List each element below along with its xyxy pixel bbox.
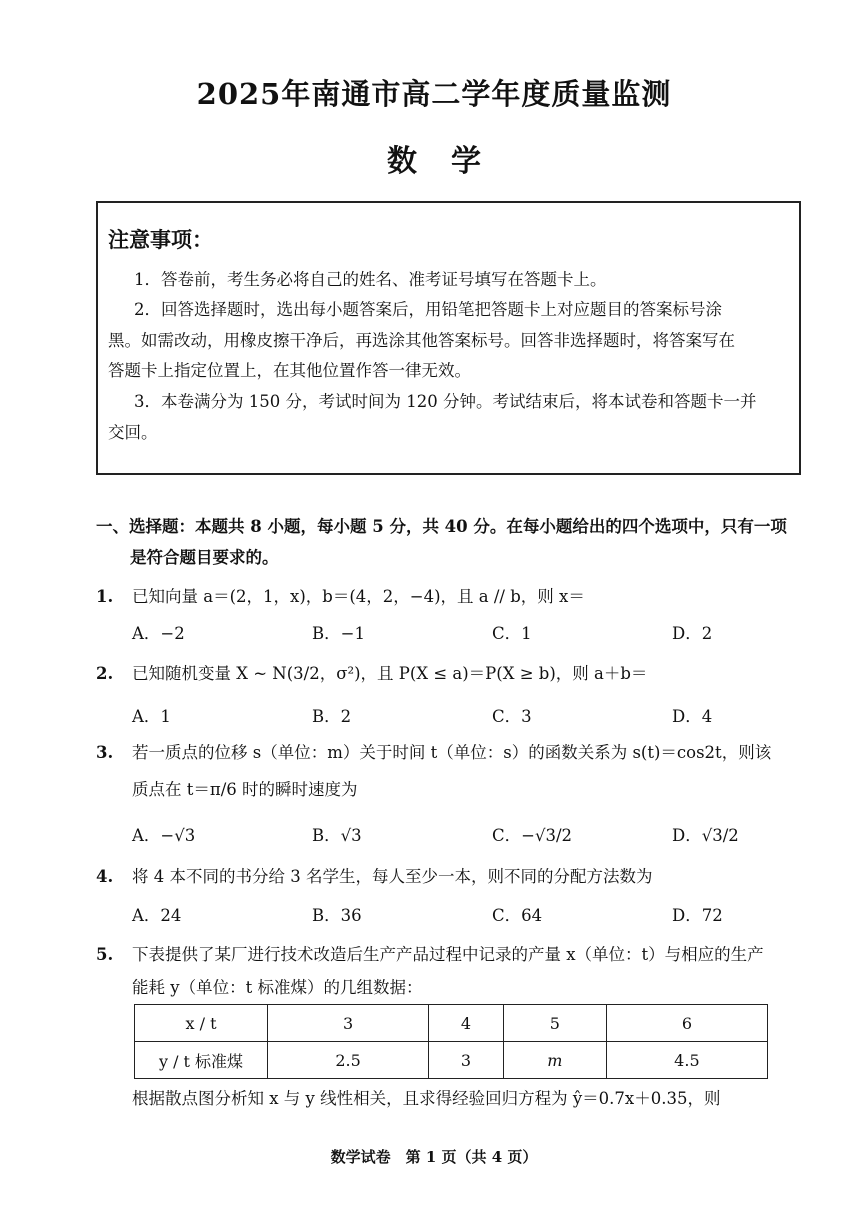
q3-option-a: A．−√3 xyxy=(132,826,196,845)
q3-stem-line1: 若一质点的位移 s（单位：m）关于时间 t（单位：s）的函数关系为 s(t)＝cos2t，则该 xyxy=(132,743,772,762)
table-cell: 6 xyxy=(606,1005,767,1042)
q1-option-d: D．2 xyxy=(672,624,713,643)
q4-stem: 将 4 本不同的书分给 3 名学生，每人至少一本，则不同的分配方法数为 xyxy=(132,867,653,886)
notice-item-3-line2: 交回。 xyxy=(108,423,158,442)
q1-stem: 已知向量 a＝(2，1，x)，b＝(4，2，−4)，且 a // b，则 x＝ xyxy=(132,587,585,606)
table-cell: m xyxy=(503,1042,606,1079)
q1-number: 1. xyxy=(96,587,114,606)
table-cell: 3 xyxy=(429,1042,504,1079)
q5-stem-line2: 能耗 y（单位：t 标准煤）的几组数据： xyxy=(132,978,423,997)
q3-number: 3. xyxy=(96,743,114,762)
q4-option-c: C．64 xyxy=(492,906,543,925)
notice-item-2-line2: 黑。如需改动，用橡皮擦干净后，再选涂其他答案标号。回答非选择题时，将答案写在 xyxy=(108,331,735,350)
q4-option-d: D．72 xyxy=(672,906,723,925)
section-heading-line1: 一、选择题：本题共 8 小题，每小题 5 分，共 40 分。在每小题给出的四个选项中，只有一项 xyxy=(96,517,787,536)
notice-item-3-line1: 3．本卷满分为 150 分，考试时间为 120 分钟。考试结束后，将本试卷和答题卡一并 xyxy=(134,392,757,411)
table-cell: 2.5 xyxy=(268,1042,429,1079)
q1-option-c: C．1 xyxy=(492,624,532,643)
q5-after-table: 根据散点图分析知 x 与 y 线性相关，且求得经验回归方程为 ŷ＝0.7x＋0.35，则 xyxy=(132,1089,721,1108)
q4-option-a: A．24 xyxy=(132,906,182,925)
q5-stem-line1: 下表提供了某厂进行技术改造后生产产品过程中记录的产量 x（单位：t）与相应的生产 xyxy=(132,945,764,964)
subject-title: 数学 xyxy=(387,144,515,179)
table-row xyxy=(135,1042,768,1079)
exam-title: 2025年南通市高二学年度质量监测 xyxy=(196,77,672,111)
q2-option-c: C．3 xyxy=(492,707,532,726)
q2-option-b: B．2 xyxy=(312,707,352,726)
q4-number: 4. xyxy=(96,867,114,886)
table-cell: 4.5 xyxy=(606,1042,767,1079)
q3-option-b: B．√3 xyxy=(312,826,362,845)
q2-option-d: D．4 xyxy=(672,707,713,726)
data-table xyxy=(134,1004,768,1079)
notice-item-2-line1: 2．回答选择题时，选出每小题答案后，用铅笔把答题卡上对应题目的答案标号涂 xyxy=(134,300,722,319)
table-cell: 4 xyxy=(429,1005,504,1042)
q2-number: 2. xyxy=(96,664,114,683)
q3-stem-line2: 质点在 t＝π/6 时的瞬时速度为 xyxy=(132,780,358,799)
page-footer: 数学试卷 第 1 页（共 4 页） xyxy=(330,1148,538,1166)
table-cell: 3 xyxy=(268,1005,429,1042)
q1-option-a: A．−2 xyxy=(132,624,185,643)
q5-number: 5. xyxy=(96,945,114,964)
table-row xyxy=(135,1005,768,1042)
q2-stem: 已知随机变量 X ~ N(3/2，σ²)，且 P(X ≤ a)＝P(X ≥ b)，则 a＋b＝ xyxy=(132,664,648,683)
notice-item-2-line3: 答题卡上指定位置上，在其他位置作答一律无效。 xyxy=(108,361,471,380)
q4-option-b: B．36 xyxy=(312,906,362,925)
notice-title: 注意事项： xyxy=(108,227,213,252)
q2-option-a: A．1 xyxy=(132,707,171,726)
notice-item-1: 1．答卷前，考生务必将自己的姓名、准考证号填写在答题卡上。 xyxy=(134,270,607,289)
section-heading-line2: 是符合题目要求的。 xyxy=(130,548,279,567)
table-cell: x / t xyxy=(135,1005,268,1042)
q1-option-b: B．−1 xyxy=(312,624,365,643)
q3-option-d: D．√3/2 xyxy=(672,826,739,845)
table-cell: 5 xyxy=(503,1005,606,1042)
table-cell: y / t 标准煤 xyxy=(135,1042,268,1079)
q3-option-c: C．−√3/2 xyxy=(492,826,573,845)
